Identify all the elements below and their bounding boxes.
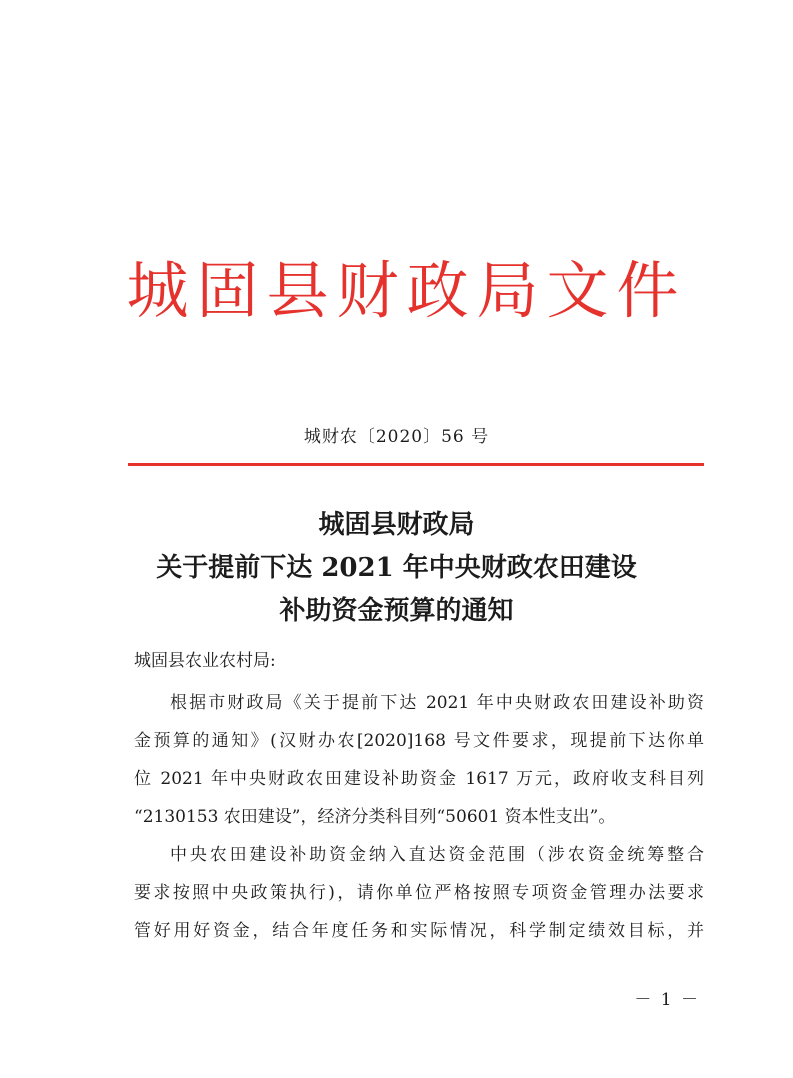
body-paragraph-1: [134, 684, 704, 836]
recipient: 城固县农业农村局:: [134, 651, 276, 671]
red-divider-line: [128, 463, 704, 466]
notice-title-line-2: 关于提前下达 2021 年中央财政农田建设: [156, 553, 637, 583]
paragraph-line: 中央农田建设补助资金纳入直达资金范围（涉农资金统筹整合: [170, 845, 704, 865]
notice-title: [0, 504, 793, 633]
page-number: － 1 －: [634, 990, 700, 1010]
paragraph-line: 金预算的通知》(汉财办农[2020]168 号文件要求，现提前下达你单: [134, 731, 704, 751]
notice-title-line-1: 城固县财政局: [318, 510, 475, 540]
paragraph-line: 位 2021 年中央财政农田建设补助资金 1617 万元，政府收支科目列: [134, 769, 704, 789]
paragraph-line: 要求按照中央政策执行)，请你单位严格按照专项资金管理办法要求: [134, 883, 704, 903]
document-number: 城财农〔2020〕56 号: [303, 427, 490, 447]
body-paragraph-2: [134, 836, 704, 950]
paragraph-line: “2130153 农田建设”，经济分类科目列“50601 资本性支出”。: [134, 807, 616, 827]
paragraph-line: 根据市财政局《关于提前下达 2021 年中央财政农田建设补助资: [170, 693, 704, 713]
notice-title-line-3: 补助资金预算的通知: [279, 596, 514, 626]
paragraph-line: 管好用好资金，结合年度任务和实际情况，科学制定绩效目标，并: [134, 921, 704, 941]
issuer-header-title: 城固县财政局文件: [126, 254, 687, 327]
